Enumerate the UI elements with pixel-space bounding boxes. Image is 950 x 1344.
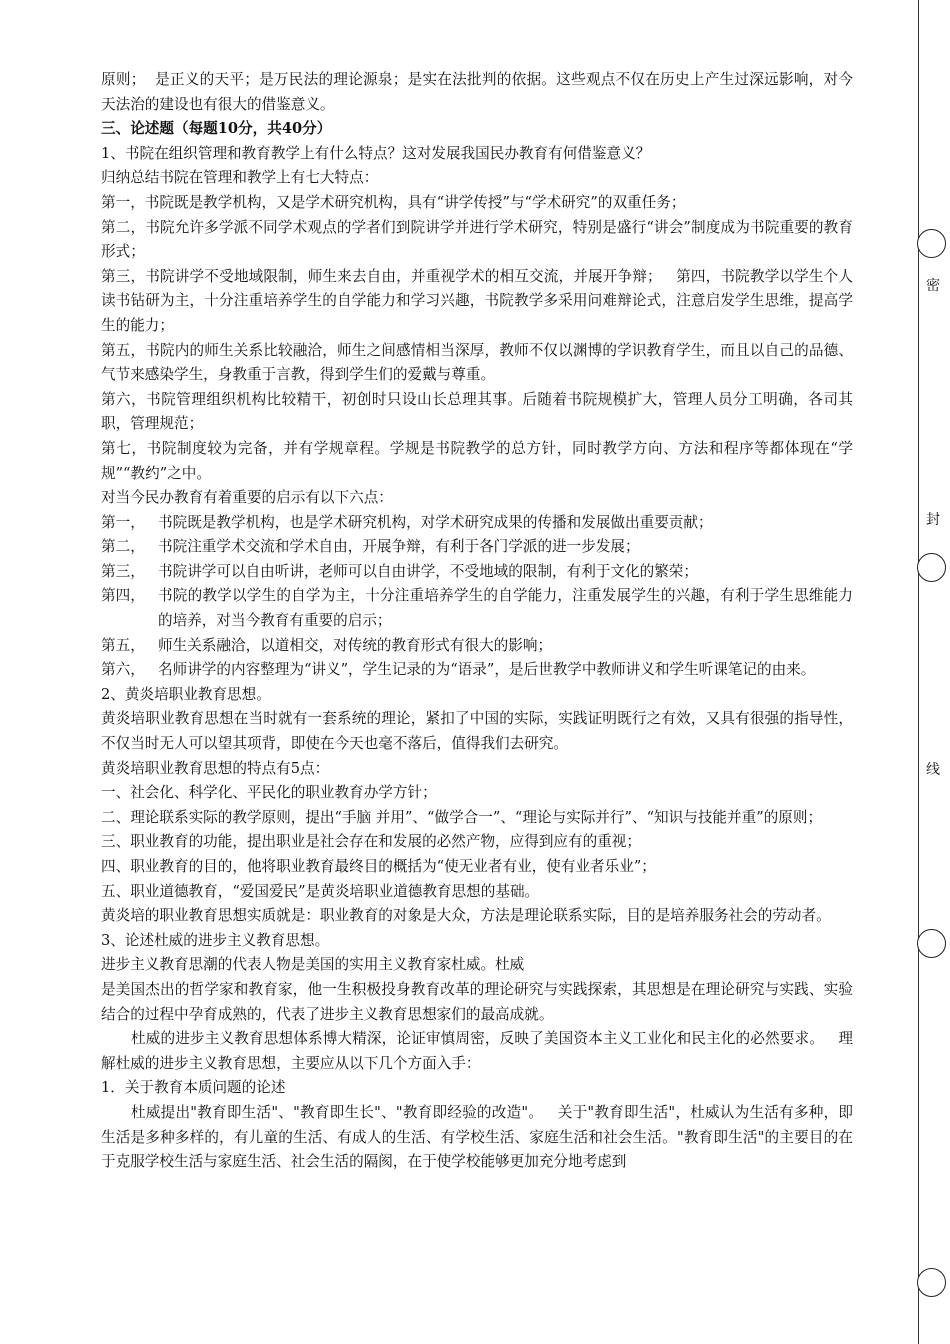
- question-title: 2、黄炎培职业教育思想。: [101, 685, 271, 703]
- paragraph: 五、职业道德教育，“爱国爱民”是黄炎培职业道德教育思想的基础。: [101, 882, 540, 900]
- paragraph: 进步主义教育思潮的代表人物是美国的实用主义教育家杜威。杜威: [101, 956, 525, 974]
- list-item: [101, 658, 853, 683]
- list-item-number: 第六，: [101, 661, 145, 679]
- paragraph: 杜威提出"教育即生活"、"教育即生长"、"教育即经验的改造"。 关于"教育即生活"，杜威认为生活有多种，即生活是多种多样的，有儿童的生活、有成人的生活、有学校生活、家庭生活和社会生活。"教育即生活"的主要目的在于克服学校生活与家庭生活、社会生活的隔阂，在于使学校能够更加充分地考虑到: [101, 1103, 853, 1171]
- list-item-text: 师生关系融洽，以道相交，对传统的教育形式有很大的影响；: [158, 636, 553, 654]
- section-heading: 三、论述题（每题10分，共40分）: [101, 120, 332, 138]
- paragraph: 第一，书院既是教学机构，又是学术研究机构，具有“讲学传授”与“学术研究”的双重任务；: [101, 193, 686, 211]
- binding-mark-close: 封: [926, 512, 940, 528]
- question-title: 3、论述杜威的进步主义教育思想。: [101, 931, 330, 949]
- binding-mark-line: 线: [926, 762, 940, 778]
- paragraph: 三、职业教育的功能，提出职业是社会存在和发展的必然产物，应得到应有的重视；: [101, 833, 641, 851]
- binding-hole-icon: [917, 1268, 946, 1297]
- binding-margin: [914, 0, 950, 1344]
- binding-line: [918, 0, 919, 1344]
- paragraph: 第六，书院管理组织机构比较精干，初创时只设山长总理其事。后随着书院规模扩大，管理人员分工明确，各司其职，管理规范；: [101, 390, 853, 433]
- list-item-text: 书院讲学可以自由听讲，老师可以自由讲学，不受地域的限制，有利于文化的繁荣；: [158, 562, 698, 580]
- paragraph: 对当今民办教育有着重要的启示有以下六点：: [101, 489, 393, 507]
- list-item-text: 书院既是教学机构，也是学术研究机构，对学术研究成果的传播和发展做出重要贡献；: [158, 513, 713, 531]
- binding-mark-seal: 密: [926, 278, 940, 294]
- list-item-number: 第二，: [101, 538, 145, 556]
- list-item-text: 名师讲学的内容整理为“讲义”，学生记录的为“语录”，是后世教学中教师讲义和学生听课笔记的由来。: [158, 661, 816, 679]
- paragraph: 一、社会化、科学化、平民化的职业教育办学方针；: [101, 784, 437, 802]
- paragraph: 黄炎培职业教育思想的特点有5点：: [101, 759, 330, 777]
- paragraph: 黄炎培职业教育思想在当时就有一套系统的理论，紧扣了中国的实际，实践证明既行之有效，又具有很强的指导性，不仅当时无人可以望其项背，即使在今天也毫不落后，值得我们去研究。: [101, 710, 853, 753]
- list-item-number: 第五，: [101, 636, 145, 654]
- paragraph: 四、职业教育的目的，他将职业教育最终目的概括为“使无业者有业，使有业者乐业”；: [101, 858, 656, 875]
- paragraph: 二、理论联系实际的教学原则，提出“手脑 并用”、“做学合一”、“理论与实际并行”、“知识与技能并重”的原则；: [101, 808, 823, 826]
- list-item: [101, 560, 853, 585]
- list-item: [101, 634, 853, 659]
- paragraph: 是美国杰出的哲学家和教育家，他一生积极投身教育改革的理论研究与实践探索，其思想是在理论研究与实践、实验结合的过程中孕育成熟的，代表了进步主义教育思想家们的最高成就。: [101, 980, 853, 1023]
- document-body: [101, 68, 853, 1175]
- list-item-text: 书院注重学术交流和学术自由，开展争辩，有利于各门学派的进一步发展；: [158, 538, 640, 556]
- paragraph: 杜威的进步主义教育思想体系博大精深，论证审慎周密，反映了美国资本主义工业化和民主化的必然要求。 理解杜威的进步主义教育思想，主要应从以下几个方面入手：: [101, 1030, 853, 1072]
- binding-hole-icon: [917, 929, 946, 958]
- binding-hole-icon: [917, 229, 946, 258]
- binding-hole-icon: [917, 553, 946, 582]
- list-item: [101, 535, 853, 560]
- paragraph: 第五，书院内的师生关系比较融洽，师生之间感情相当深厚，教师不仅以渊博的学识教育学生，而且以自己的品德、气节来感染学生，身教重于言教，得到学生们的爱戴与尊重。: [101, 341, 853, 384]
- list-item-number: 第三，: [101, 562, 145, 580]
- subsection-heading: 1．关于教育本质问题的论述: [101, 1079, 286, 1097]
- list-item-number: 第一，: [101, 513, 145, 531]
- paragraph: 黄炎培的职业教育思想实质就是：职业教育的对象是大众，方法是理论联系实际，目的是培养服务社会的劳动者。: [101, 907, 831, 925]
- paragraph: 第三，书院讲学不受地域限制，师生来去自由，并重视学术的相互交流，并展开争辩； 第四，书院教学以学生个人读书钻研为主，十分注重培养学生的自学能力和学习兴趣，书院教学多采用问难辩论式，注意启发学生思维，提高学生的能力；: [101, 267, 853, 334]
- paragraph: 第七，书院制度较为完备，并有学规章程。学规是书院教学的总方针，同时教学方向、方法和程序等都体现在“学规”“教约”之中。: [101, 439, 853, 482]
- paragraph: 归纳总结书院在管理和教学上有七大特点：: [101, 169, 379, 187]
- paragraph: 原则； 是正义的天平；是万民法的理论源泉；是实在法批判的依据。这些观点不仅在历史上产生过深远影响，对今天法治的建设也有很大的借鉴意义。: [101, 71, 853, 113]
- list-item-text: 书院的教学以学生的自学为主，十分注重培养学生的自学能力，注重发展学生的兴趣，有利于学生思维能力的培养，对当今教育有重要的启示；: [158, 587, 853, 630]
- list-item: [101, 511, 853, 536]
- paragraph: 第二，书院允许多学派不同学术观点的学者们到院讲学并进行学术研究，特别是盛行“讲会”制度成为书院重要的教育形式；: [101, 218, 853, 261]
- question-title: 1、书院在组织管理和教育教学上有什么特点？这对发展我国民办教育有何借鉴意义？: [101, 144, 651, 162]
- list-item-number: 第四，: [101, 587, 145, 605]
- list-item: [101, 584, 853, 633]
